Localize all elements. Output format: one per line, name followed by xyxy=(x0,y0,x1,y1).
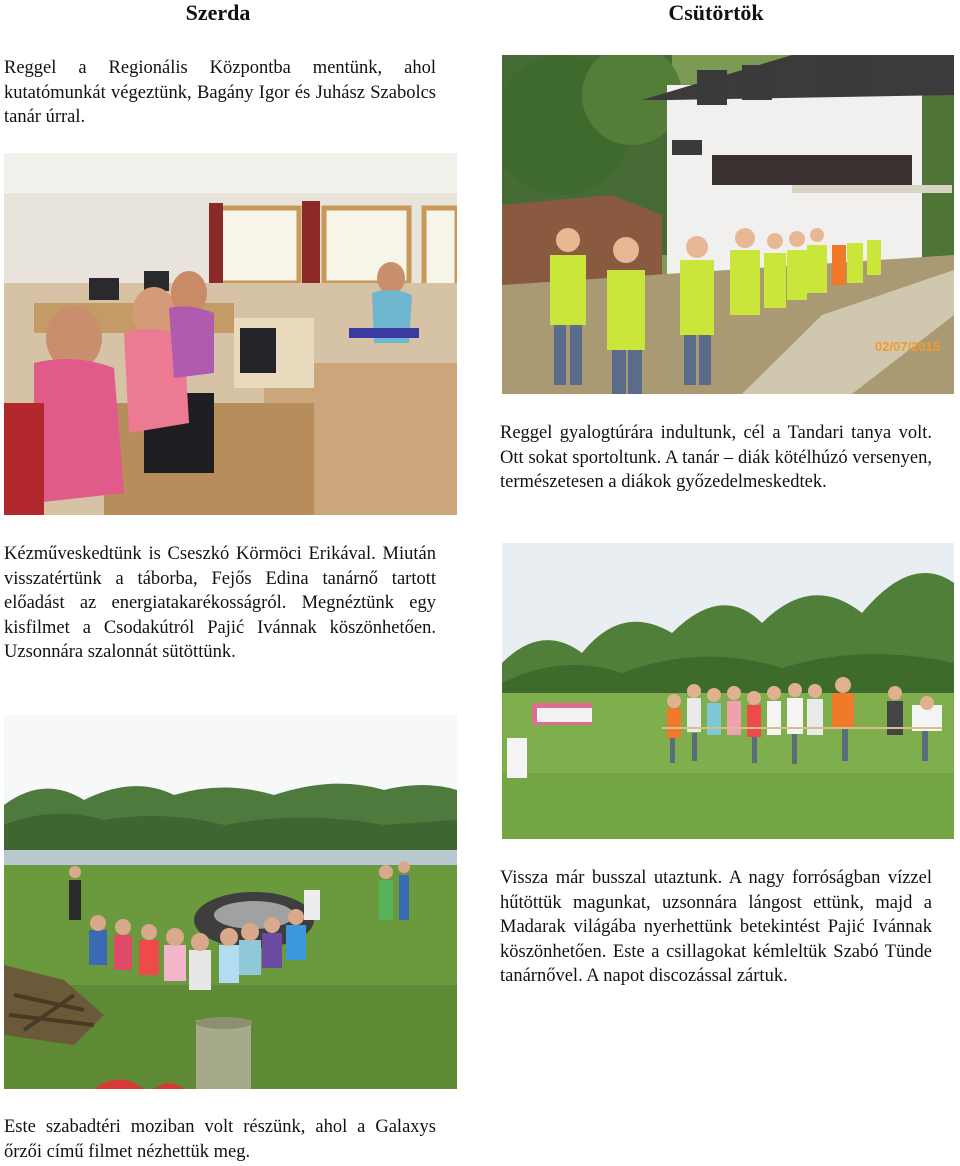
paragraph-regional-center: Reggel a Regionális Központba mentünk, ahol kutatómunkát végeztünk, Bagány Igor és Juhász Szabolcs tanár úrral. xyxy=(4,58,436,128)
photo-date-stamp: 02/07/2015 xyxy=(874,339,940,354)
paragraph-crafts: Kézműveskedtünk is Cseszkó Körmöci Erikával. Miután visszatértünk a táborba, Fejős Edina tanárnő tartott előadást az energiatakarékosságról. Megnéztünk egy kisfilmet a Csodakútról Pajić Ivánnak köszönhetően. Uzsonnára szalonnát sütöttünk. xyxy=(4,544,436,663)
paragraph-hike: Reggel gyalogtúrára indultunk, cél a Tandari tanya volt. Ott sokat sportoltunk. A tanár – diák kötélhúzó versenyen, természetesen a diákok győzedelmeskedtek. xyxy=(500,423,932,493)
paragraph-return: Vissza már busszal utaztunk. A nagy forróságban vízzel hűtöttük magunkat, uzsonnára lángost ettünk, majd a Madarak világába nyerhettünk betekintést Pajić Ivánnak köszönhetően. Este a csillagokat kémleltük Szabó Tünde tanárnővel. A napot discozással zártuk. xyxy=(500,868,932,987)
photo-hike-vests xyxy=(502,55,954,394)
photo-river-campfire xyxy=(4,715,457,1089)
photo-tug-of-war xyxy=(502,543,954,839)
photo-computer-lab xyxy=(4,153,457,515)
paragraph-outdoor-cinema: Este szabadtéri moziban volt részünk, ahol a Galaxys őrzői című filmet nézhettük meg. xyxy=(4,1117,436,1162)
heading-thursday: Csütörtök xyxy=(668,0,764,25)
heading-wednesday: Szerda xyxy=(185,0,251,25)
